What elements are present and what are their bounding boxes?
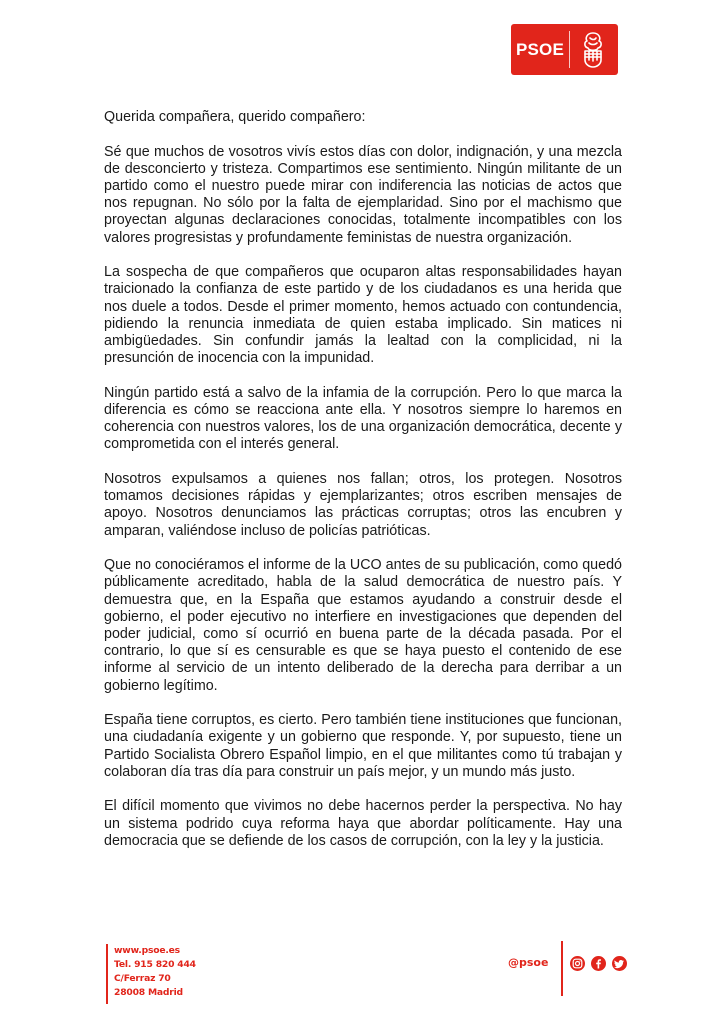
letter-paragraph: Sé que muchos de vosotros vivís estos días con dolor, indignación, y una mezcla de desconcierto y tristeza. Compartimos ese sentimiento. Ningún militante de un partido como el nuestro puede mirar con indiferencia las noticias de actos que nos repugnan. No sólo por la falta de ejemplaridad. Sino por el machismo que proyectan algunas declaraciones conocidas, totalmente incompatibles con los valores progresistas y profundamente feministas de nuestra organización. [104,143,622,246]
letter-paragraph: La sospecha de que compañeros que ocuparon altas responsabilidades hayan traicionado la confianza de este partido y de los ciudadanos es una herida que nos duele a todos. Desde el primer momento, hemos actuado con contundencia, pidiendo la renuncia inmediata de quien estaba implicado. Sin matices ni ambigüedades. Sin confundir jamás la lealtad con la complicidad, ni la presunción de inocencia con la impunidad. [104,264,622,367]
rose-in-fist-icon [576,30,610,70]
letter-paragraph: Nosotros expulsamos a quienes nos fallan; otros, los protegen. Nosotros tomamos decisiones rápidas y ejemplarizantes; otros escriben mensajes de apoyo. Nosotros denunciamos las prácticas corruptas; otros las encubren y amparan, valiéndose incluso de policías patrióticas. [104,471,622,539]
letter-paragraph: Ningún partido está a salvo de la infamia de la corrupción. Pero lo que marca la diferencia es cómo se reacciona ante ella. Y nosotros siempre lo haremos en coherencia con nuestros valores, los de una organización democrática, decente y comprometida con el interés general. [104,384,622,453]
facebook-icon[interactable] [591,956,606,971]
logo-text: PSOE [515,39,565,59]
letter-paragraph: El difícil momento que vivimos no debe hacernos perder la perspectiva. No hay un sistema podrido cuya reforma haya que abordar políticamente. Hay una democracia que se defiende de los casos de corrupción, con la ley y la justicia. [104,798,622,849]
letter-greeting: Querida compañera, querido compañero: [104,109,366,125]
footer-contact [106,944,196,1004]
logo-divider [569,31,570,68]
instagram-icon[interactable] [570,956,585,971]
letter-body [104,109,622,867]
letter-paragraph: España tiene corruptos, es cierto. Pero también tiene instituciones que funcionan, una ciudadanía exigente y un gobierno que responde. Y, por supuesto, tiene un Partido Socialista Obrero Español limpio, en el que militantes como tú trabajan y colaboran día tras día para construir un país mejor, y un mundo más justo. [104,712,622,780]
twitter-icon[interactable] [612,956,627,971]
social-handle[interactable]: @psoe [508,956,549,969]
phone-number: Tel. 915 820 444 [114,959,196,970]
website-link[interactable]: www.psoe.es [114,945,180,956]
footer-divider [561,941,563,996]
letter-paragraph: Que no conociéramos el informe de la UCO antes de su publicación, como quedó públicamente acreditado, habla de la salud democrática de nuestro país. Y demuestra que, en la España que estamos ayudando a construir desde el gobierno, el poder ejecutivo no interfiere en investigaciones que dependen del poder judicial, como sí ocurrió en buena parte de la década pasada. Por el contrario, lo que sí es censurable es que se haya puesto el contenido de ese informe al servicio de un intento deliberado de la derecha para derribar a un gobierno legítimo. [104,557,622,694]
psoe-logo [511,24,618,75]
city-address: 28008 Madrid [114,987,183,998]
street-address: C/Ferraz 70 [114,973,171,984]
